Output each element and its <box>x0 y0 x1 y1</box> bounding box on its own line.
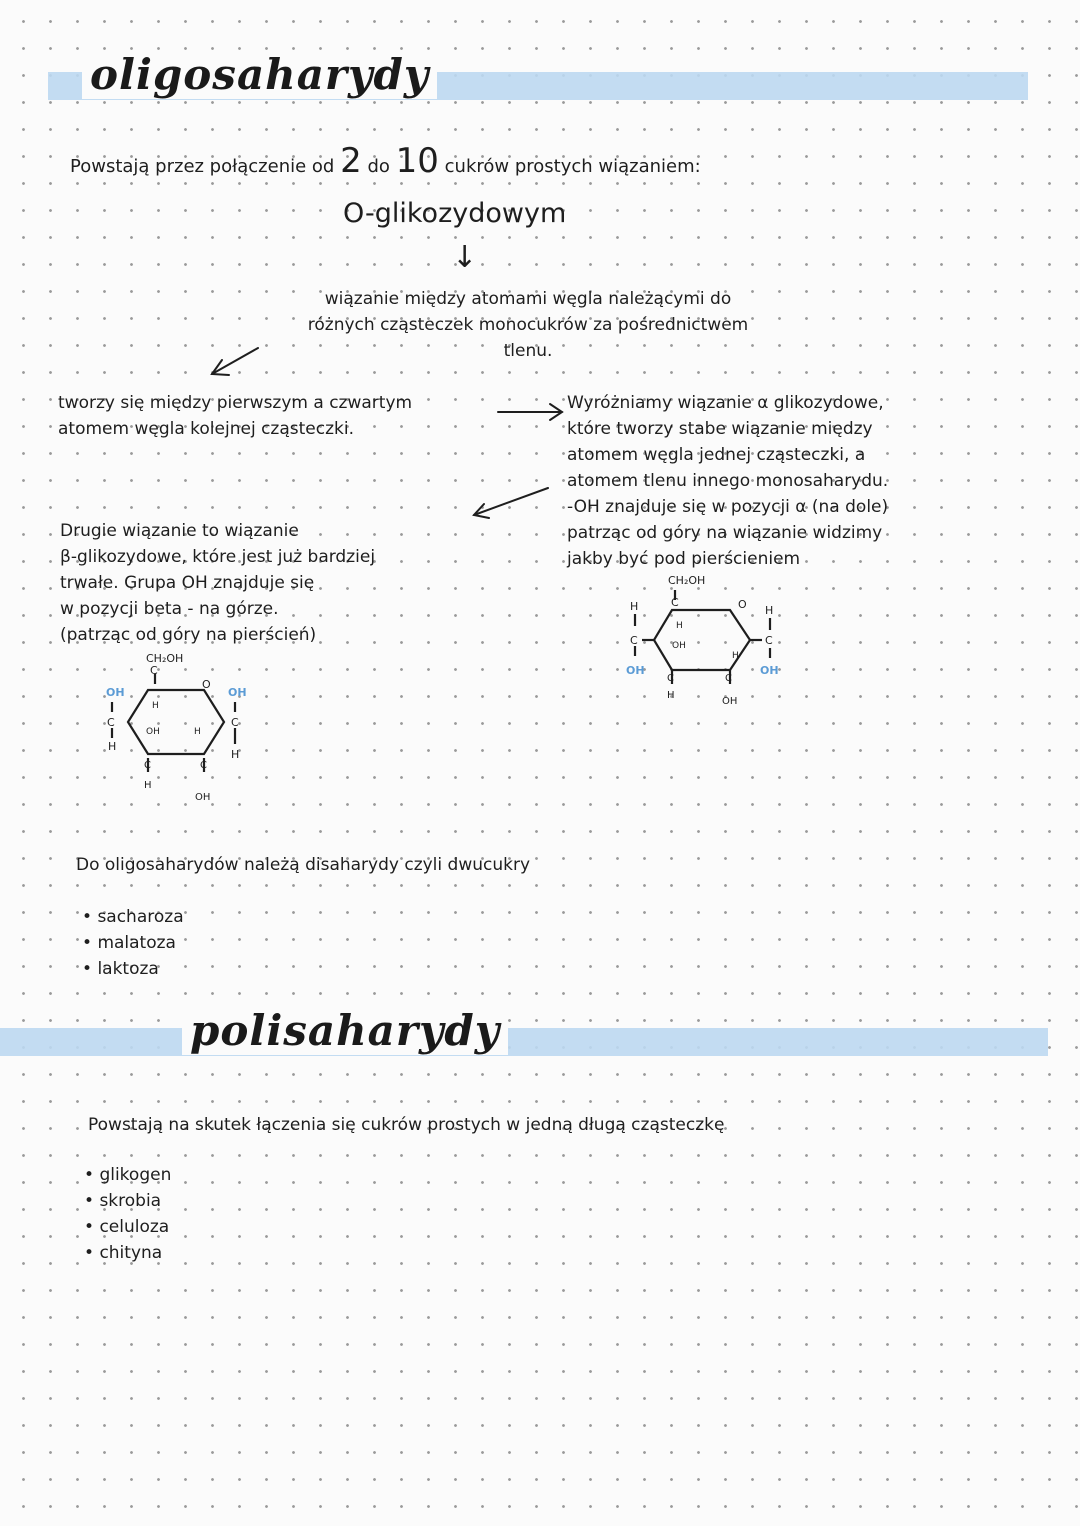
beta-c-bottom-left: C <box>144 760 151 771</box>
intro-post: cukrów prostych wiązaniem: <box>444 156 701 177</box>
alpha-oh-inner: OH <box>672 641 686 651</box>
alpha-h-bottom: H <box>667 690 675 701</box>
alpha-ch2oh: CH₂OH <box>668 574 706 587</box>
bond-name: O-glikozydowym <box>343 198 567 229</box>
beta-c-left: C <box>107 716 115 729</box>
alpha-oh-right: OH <box>760 664 779 677</box>
beta-h-bottom: H <box>144 780 152 791</box>
beta-c-top: C <box>150 664 158 677</box>
beta-h-left: H <box>108 740 117 753</box>
bond-definition-line: wiązanie między atomami węgla należącymi do <box>324 289 732 309</box>
beta-note-line: β-glikozydowe, które jest już bardziej <box>60 547 376 567</box>
heading-highlight-band <box>0 1028 1048 1056</box>
list-item: • chityna <box>84 1240 171 1266</box>
poly-intro: Powstają na skutek łączenia się cukrów prostych w jedną długą cząsteczkę <box>88 1115 725 1135</box>
polysaccharides-list <box>84 1162 171 1266</box>
list-item: • laktoza <box>82 956 184 982</box>
alpha-note-line: które tworzy stabe wiązanie między <box>567 419 873 439</box>
intro-num-2: 2 <box>340 141 362 181</box>
beta-ch2oh: CH₂OH <box>146 652 184 665</box>
list-item: • skrobia <box>84 1188 171 1214</box>
alpha-c-right: C <box>765 634 773 647</box>
polysaccharides-heading: polisaharydy <box>182 1006 508 1055</box>
arrow-right-icon <box>498 404 562 420</box>
beta-note-line: trwałe. Grupa OH znajduje się <box>60 573 315 593</box>
beta-note-line: Drugie wiązanie to wiązanie <box>60 521 299 541</box>
beta-note-line: (patrząc od góry na pierścień) <box>60 625 317 645</box>
arrow-down-icon: ↓ <box>452 240 478 275</box>
alpha-note-line: atomem węgla jednej cząsteczki, a <box>567 445 866 465</box>
alpha-note-line: Wyróżniamy wiązanie α glikozydowe, <box>567 393 884 413</box>
alpha-c-bottom-right: C <box>725 673 732 684</box>
disaccharides-intro: Do oligosaharydów należą disaharydy czyli dwucukry <box>76 855 531 875</box>
beta-bond-note <box>60 518 375 648</box>
alpha-c-left: C <box>630 634 638 647</box>
beta-c-bottom-right: C <box>200 760 207 771</box>
list-item: • glikogen <box>84 1162 171 1188</box>
alpha-note-line: jakby być pod pierścieniem <box>567 549 801 569</box>
beta-c-right: C <box>231 716 239 729</box>
beta-oh-left: OH <box>106 686 125 699</box>
alpha-note-line: patrząc od góry na wiązanie widzimy <box>567 523 883 543</box>
alpha-c-top: C <box>671 596 679 609</box>
arrow-down-left-icon <box>212 348 258 375</box>
beta-note-line: w pozycji beta - na górze. <box>60 599 279 619</box>
left-note <box>58 390 412 442</box>
arrow-left-down-icon <box>474 488 548 518</box>
beta-h-inner-right: H <box>194 727 201 737</box>
list-item: • sacharoza <box>82 904 184 930</box>
beta-glucose-ring <box>100 648 270 808</box>
alpha-oh-left: OH <box>626 664 645 677</box>
left-note-line: tworzy się między pierwszym a czwartym <box>58 393 413 413</box>
beta-h-right: H <box>231 748 240 761</box>
beta-oh-inner: OH <box>146 727 160 737</box>
beta-oh-right: OH <box>228 686 247 699</box>
list-item: • celuloza <box>84 1214 171 1240</box>
alpha-note-line: atomem tlenu innego monosaharydu. <box>567 471 889 491</box>
alpha-h-right: H <box>765 604 774 617</box>
alpha-oh-bottom: OH <box>722 696 738 707</box>
list-item: • malatoza <box>82 930 184 956</box>
bond-definition-line: tlenu. <box>503 341 553 361</box>
alpha-glucose-ring <box>620 566 810 716</box>
disaccharides-list <box>82 904 184 982</box>
arrows-layer <box>0 0 1080 560</box>
alpha-c-bottom-left: C <box>667 673 674 684</box>
intro-mid: do <box>367 156 390 177</box>
oligosaccharides-heading: oligosaharydy <box>82 50 437 99</box>
alpha-note-line: -OH znajduje się w pozycji α (na dole) <box>567 497 889 517</box>
alpha-h-inner: H <box>676 621 683 631</box>
beta-h-inner: H <box>152 701 159 711</box>
left-note-line: atomem węgla kolejnej cząsteczki. <box>58 419 354 439</box>
alpha-h-left: H <box>630 600 639 613</box>
intro-pre: Powstają przez połączenie od <box>70 156 335 177</box>
intro-num-10: 10 <box>395 141 439 181</box>
beta-oh-bottom: OH <box>195 792 211 803</box>
alpha-o-ring: O <box>738 598 747 611</box>
bond-definition-line: różnych cząsteczek monocukrów za pośrednictwem <box>307 315 749 335</box>
alpha-h-inner-right: H <box>732 651 739 661</box>
alpha-bond-note <box>567 390 888 572</box>
beta-o-ring: O <box>202 678 211 691</box>
